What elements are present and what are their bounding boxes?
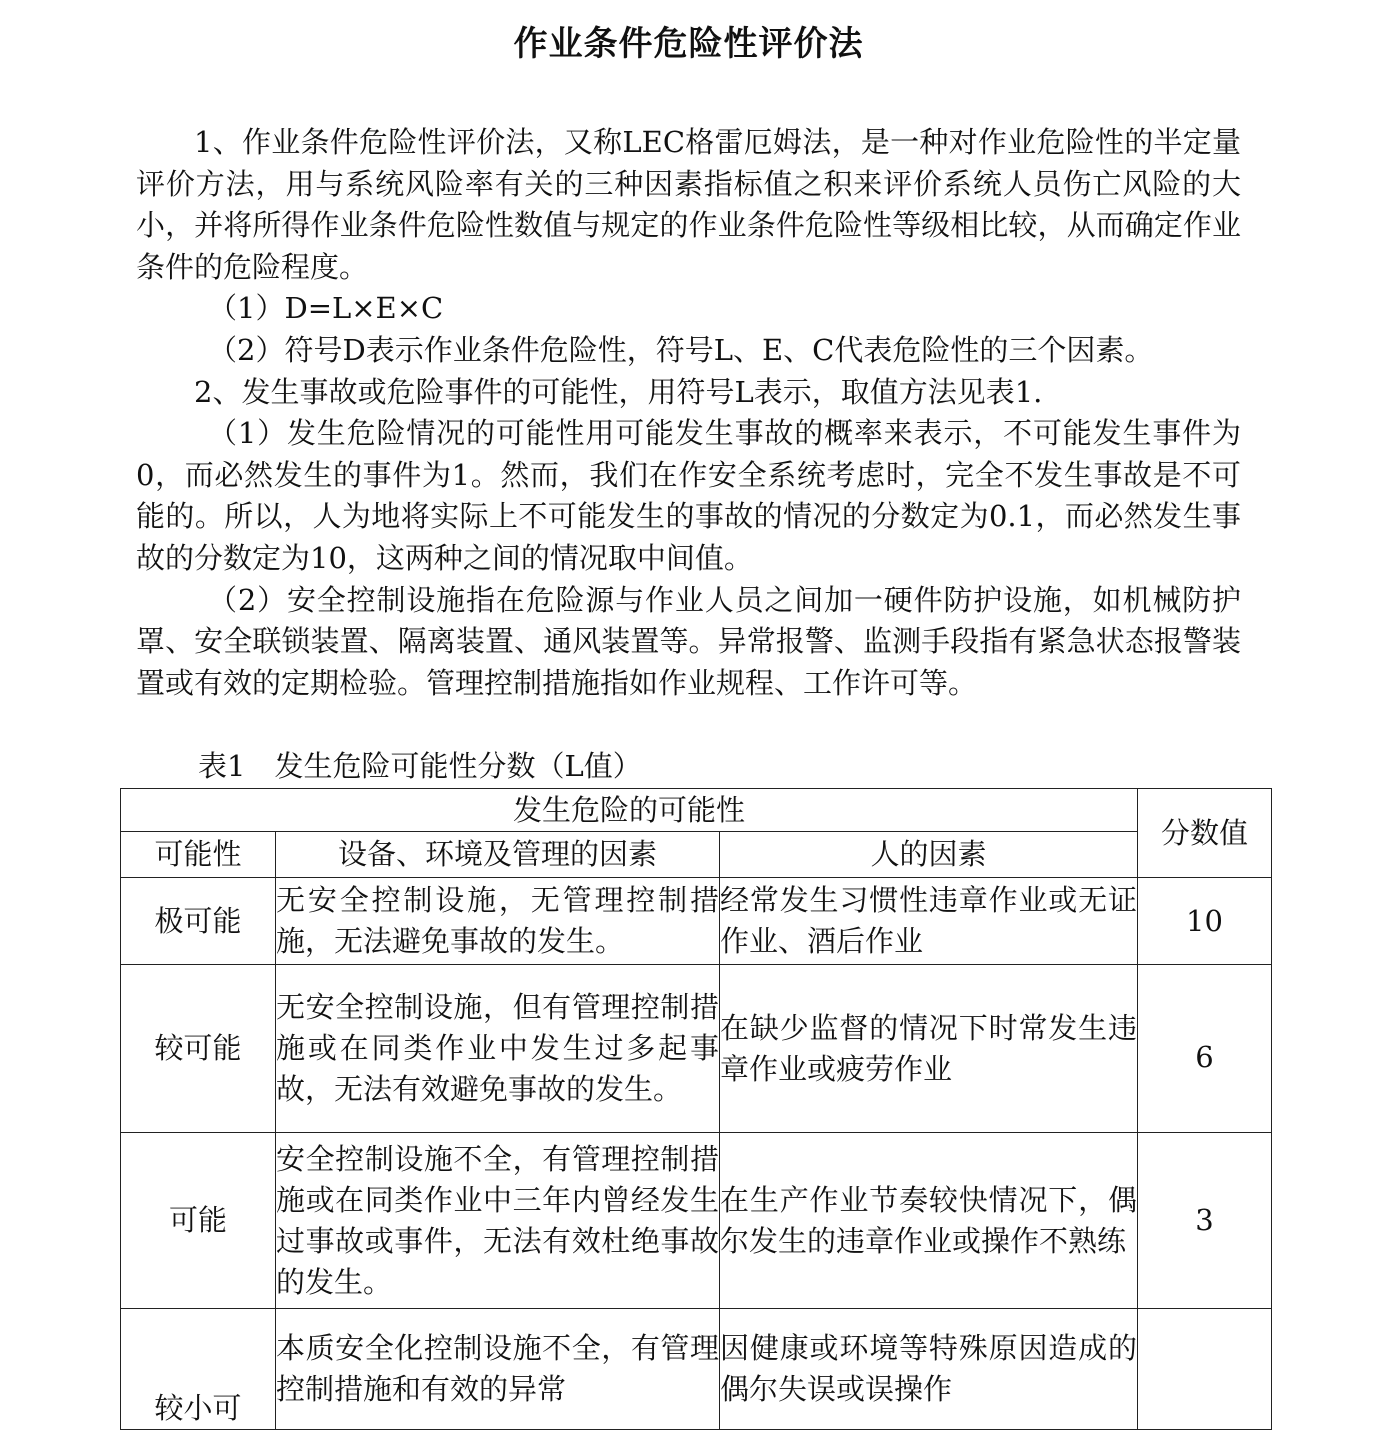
row-equipment: 安全控制设施不全，有管理控制措施或在同类作业中三年内曾经发生过事故或事件，无法有效杜绝事故的发生。 [276, 1133, 720, 1309]
row-equipment: 本质安全化控制设施不全，有管理控制措施和有效的异常 [276, 1309, 720, 1430]
row-score [1138, 1309, 1272, 1430]
group-header: 发生危险的可能性 [121, 789, 1138, 832]
row-equipment: 无安全控制设施，但有管理控制措施或在同类作业中发生过多起事故，无法有效避免事故的发生。 [276, 965, 720, 1133]
table-row [121, 1309, 1272, 1430]
row-level: 较小可 [121, 1309, 276, 1430]
row-score: 3 [1138, 1133, 1272, 1309]
table-row [121, 1133, 1272, 1309]
table-header-row [121, 789, 1272, 832]
likelihood-score-table [120, 788, 1272, 1430]
row-score: 6 [1138, 965, 1272, 1133]
paragraph-probability: （1）发生危险情况的可能性用可能发生事故的概率来表示，不可能发生事件为0，而必然发生的事件为1。然而，我们在作安全系统考虑时，完全不发生事故是不可能的。所以，人为地将实际上不可能发生的事故的情况的分数定为0.1，而必然发生事故的分数定为10，这两种之间的情况取中间值。 [136, 416, 1241, 575]
paragraph-likelihood: 2、发生事故或危险事件的可能性，用符号L表示，取值方法见表1. [194, 374, 1043, 409]
paragraph-lec-intro: 1、作业条件危险性评价法，又称LEC格雷厄姆法，是一种对作业危险性的半定量评价方法，用与系统风险率有关的三种因素指标值之积来评价系统人员伤亡风险的大小，并将所得作业条件危险性数值与规定的作业条件危险性等级相比较，从而确定作业条件的危险程度。 [136, 125, 1241, 284]
col-header-level: 可能性 [121, 832, 276, 878]
table-row [121, 965, 1272, 1133]
row-human: 在缺少监督的情况下时常发生违章作业或疲劳作业 [720, 965, 1138, 1133]
row-score: 10 [1138, 878, 1272, 965]
table-row [121, 878, 1272, 965]
paragraph-symbols: （2）符号D表示作业条件危险性，符号L、E、C代表危险性的三个因素。 [208, 332, 1154, 367]
table-subheader-row [121, 832, 1272, 878]
document-body [136, 122, 1241, 704]
col-header-equipment: 设备、环境及管理的因素 [276, 832, 720, 878]
col-header-human: 人的因素 [720, 832, 1138, 878]
row-human: 因健康或环境等特殊原因造成的偶尔失误或误操作 [720, 1309, 1138, 1430]
row-level: 较可能 [121, 965, 276, 1133]
row-human: 在生产作业节奏较快情况下，偶尔发生的违章作业或操作不熟练 [720, 1133, 1138, 1309]
row-human: 经常发生习惯性违章作业或无证作业、酒后作业 [720, 878, 1138, 965]
score-header: 分数值 [1138, 789, 1272, 878]
paragraph-controls: （2）安全控制设施指在危险源与作业人员之间加一硬件防护设施，如机械防护罩、安全联锁装置、隔离装置、通风装置等。异常报警、监测手段指有紧急状态报警装置或有效的定期检验。管理控制措施指如作业规程、工作许可等。 [136, 582, 1241, 700]
table-caption: 表1 发生危险可能性分数（L值） [198, 749, 642, 783]
document-title: 作业条件危险性评价法 [513, 24, 864, 64]
paragraph-formula: （1）D=L×E×C [208, 291, 444, 326]
row-level: 可能 [121, 1133, 276, 1309]
row-equipment: 无安全控制设施，无管理控制措施，无法避免事故的发生。 [276, 878, 720, 965]
row-level: 极可能 [121, 878, 276, 965]
